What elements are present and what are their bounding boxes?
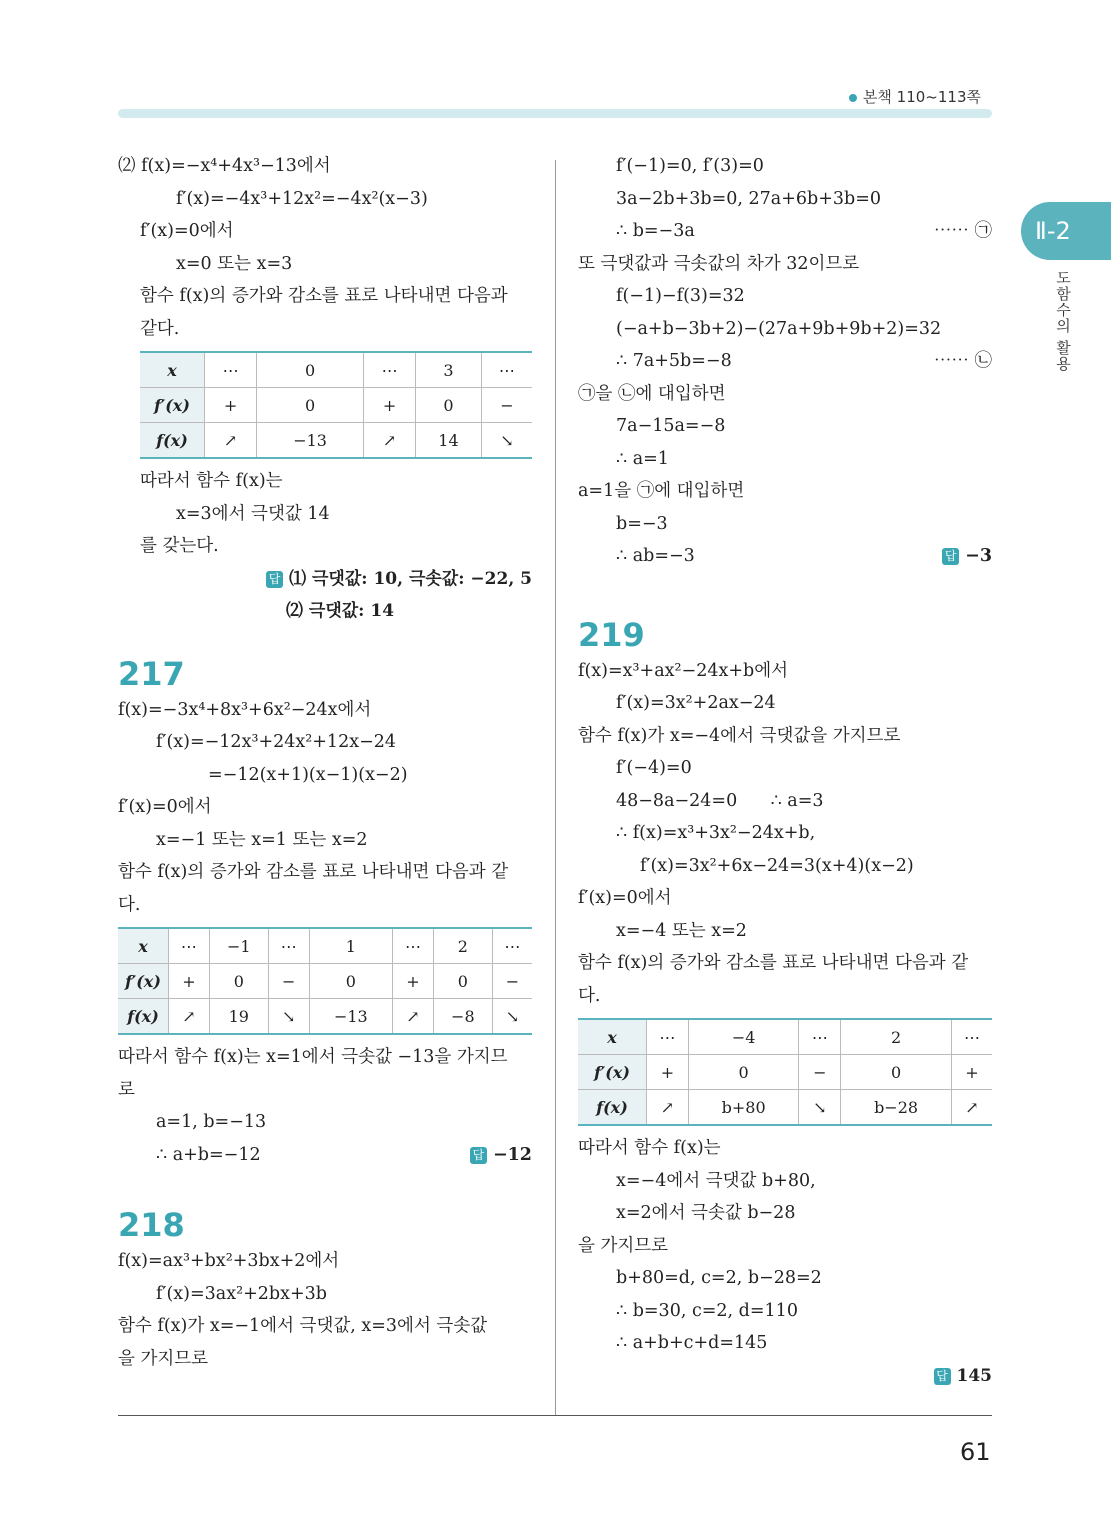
line: 따라서 함수 f(x)는 xyxy=(140,471,283,491)
left-column xyxy=(118,150,532,1375)
table-cell: 14 xyxy=(416,423,482,459)
table-cell: ↗ xyxy=(205,423,257,459)
table-cell: ⋯ xyxy=(481,352,532,388)
header-bar xyxy=(118,109,992,118)
table-cell: 0 xyxy=(433,964,492,999)
problem-number-219: 219 xyxy=(578,615,645,654)
line: 함수 f(x)의 증가와 감소를 표로 나타내면 다음과 같 xyxy=(578,953,969,973)
table-cell: x xyxy=(118,928,169,964)
line: f′(−4)=0 xyxy=(616,758,692,778)
line: 따라서 함수 f(x)는 xyxy=(578,1138,721,1158)
line: x=2에서 극솟값 b−28 xyxy=(616,1203,796,1223)
column-divider xyxy=(555,160,556,1415)
problem-number-218: 218 xyxy=(118,1206,185,1244)
table-cell: 2 xyxy=(433,928,492,964)
table-cell: f(x) xyxy=(578,1090,647,1126)
table-cell: −4 xyxy=(688,1019,799,1055)
bullet-dot-icon xyxy=(849,94,857,102)
line: b+80=d, c=2, b−28=2 xyxy=(616,1268,822,1288)
line: b=−3 xyxy=(616,513,668,534)
line: ∴ 7a+5b=−8 ⋯⋯ ㉡ xyxy=(578,345,992,378)
table-cell: − xyxy=(799,1055,841,1090)
table-cell: f′(x) xyxy=(578,1055,647,1090)
variation-table-219 xyxy=(578,1018,992,1126)
table-cell: ⋯ xyxy=(393,928,434,964)
table-cell: ⋯ xyxy=(363,352,415,388)
table-cell: f′(x) xyxy=(140,388,205,423)
line: x=−4 또는 x=2 xyxy=(616,920,747,941)
line: 3a−2b+3b=0, 27a+6b+3b=0 xyxy=(616,188,881,209)
answer-badge: 답 xyxy=(934,1368,951,1385)
table-cell: 0 xyxy=(841,1055,952,1090)
line: ∴ a+b=−12 답 −12 xyxy=(118,1139,532,1172)
right-column xyxy=(578,150,992,1392)
table-cell: b−28 xyxy=(841,1090,952,1126)
answer-badge: 답 xyxy=(942,548,959,565)
line: 를 갖는다. xyxy=(140,536,219,556)
line: f(x)=−3x⁴+8x³+6x²−24x에서 xyxy=(118,699,372,720)
equation-marker: ⋯⋯ ㉠ xyxy=(933,221,992,241)
line: 을 가지므로 xyxy=(578,1235,669,1256)
table-cell: 2 xyxy=(841,1019,952,1055)
answer: 답 ⑴ 극댓값: 10, 극솟값: −22, 5 xyxy=(118,563,532,596)
line: 따라서 함수 f(x)는 x=1에서 극솟값 −13을 가지므 xyxy=(118,1047,508,1067)
table-cell: 0 xyxy=(416,388,482,423)
table-cell: −13 xyxy=(309,999,392,1035)
table-cell: + xyxy=(393,964,434,999)
table-cell: 19 xyxy=(209,999,268,1035)
header-page-reference: 본책 110~113쪽 xyxy=(849,86,981,107)
line: f′(x)=3x²+2ax−24 xyxy=(616,693,776,713)
table-cell: f(x) xyxy=(140,423,205,459)
table-cell: + xyxy=(951,1055,992,1090)
table-cell: ↘ xyxy=(799,1090,841,1126)
line: f(x)=x³+ax²−24x+b에서 xyxy=(578,660,789,681)
table-cell: ↗ xyxy=(647,1090,689,1126)
table-cell: ⋯ xyxy=(205,352,257,388)
line: ∴ ab=−3 답 −3 xyxy=(578,540,992,573)
line: f′(x)=0에서 xyxy=(118,797,212,817)
line: a=1을 ㉠에 대입하면 xyxy=(578,481,745,501)
line: f(−1)−f(3)=32 xyxy=(616,286,745,306)
line: f′(x)=−4x³+12x²=−4x²(x−3) xyxy=(176,188,428,209)
line: 같다. xyxy=(140,318,180,339)
table-cell: x xyxy=(578,1019,647,1055)
table-cell: 0 xyxy=(688,1055,799,1090)
table-cell: f′(x) xyxy=(118,964,169,999)
line: f(x)=ax³+bx²+3bx+2에서 xyxy=(118,1251,340,1271)
line: ∴ a+b+c+d=145 xyxy=(616,1333,768,1353)
answer: 답 −3 xyxy=(942,540,992,573)
line: f′(−1)=0, f′(3)=0 xyxy=(616,156,764,176)
table-cell: − xyxy=(268,964,309,999)
table-cell: ⋯ xyxy=(799,1019,841,1055)
table-cell: ⋯ xyxy=(268,928,309,964)
line: x=0 또는 x=3 xyxy=(176,253,293,274)
answer: 답 −12 xyxy=(470,1139,532,1172)
line: f′(x)=3ax²+2bx+3b xyxy=(156,1283,327,1304)
line: ∴ b=30, c=2, d=110 xyxy=(616,1300,798,1321)
line: x=−4에서 극댓값 b+80, xyxy=(616,1170,816,1191)
line: f′(x)=−12x³+24x²+12x−24 xyxy=(156,732,397,752)
answer: ⑵ 극댓값: 14 xyxy=(286,601,395,621)
table-cell: 0 xyxy=(209,964,268,999)
table-cell: 3 xyxy=(416,352,482,388)
table-cell: 0 xyxy=(309,964,392,999)
table-cell: ↘ xyxy=(492,999,532,1035)
footer-line xyxy=(118,1415,992,1416)
table-cell: f(x) xyxy=(118,999,169,1035)
line: 을 가지므로 xyxy=(118,1348,209,1369)
table-cell: ⋯ xyxy=(647,1019,689,1055)
equation-marker: ⋯⋯ ㉡ xyxy=(933,351,992,371)
table-cell: 0 xyxy=(257,388,364,423)
line: 다. xyxy=(578,985,601,1006)
line: 48−8a−24=0 ∴ a=3 xyxy=(616,790,824,811)
table-cell: −1 xyxy=(209,928,268,964)
line: ㉠을 ㉡에 대입하면 xyxy=(578,383,726,404)
line: 또 극댓값과 극솟값의 차가 32이므로 xyxy=(578,253,860,274)
answer-badge: 답 xyxy=(470,1147,487,1164)
table-cell: ↘ xyxy=(481,423,532,459)
line: 다. xyxy=(118,894,141,915)
table-cell: ⋯ xyxy=(169,928,210,964)
line: 함수 f(x)가 x=−1에서 극댓값, x=3에서 극솟값 xyxy=(118,1316,488,1336)
line: 7a−15a=−8 xyxy=(616,416,726,436)
chapter-title: 도함수의 활용 xyxy=(1054,270,1072,372)
table-cell: + xyxy=(205,388,257,423)
line: =−12(x+1)(x−1)(x−2) xyxy=(208,764,408,785)
variation-table-217 xyxy=(118,927,532,1035)
line: (−a+b−3b+2)−(27a+9b+9b+2)=32 xyxy=(616,318,942,339)
table-cell: ⋯ xyxy=(492,928,532,964)
line: ⑵ f(x)=−x⁴+4x³−13에서 xyxy=(118,156,331,176)
table-cell: x xyxy=(140,352,205,388)
line: x=−1 또는 x=1 또는 x=2 xyxy=(156,829,368,850)
line: f′(x)=0에서 xyxy=(140,221,234,241)
problem-number-217: 217 xyxy=(118,654,185,693)
table-cell: ↗ xyxy=(169,999,210,1035)
line: ∴ f(x)=x³+3x²−24x+b, xyxy=(616,823,816,843)
page-number: 61 xyxy=(960,1438,991,1466)
line: x=3에서 극댓값 14 xyxy=(176,503,330,524)
table-cell: ↗ xyxy=(393,999,434,1035)
answer-badge: 답 xyxy=(266,571,283,588)
table-cell: ↗ xyxy=(363,423,415,459)
table-cell: b+80 xyxy=(688,1090,799,1126)
table-cell: 0 xyxy=(257,352,364,388)
line: 함수 f(x)의 증가와 감소를 표로 나타내면 다음과 xyxy=(140,286,508,306)
answer: 답 145 xyxy=(578,1360,992,1393)
table-cell: + xyxy=(169,964,210,999)
table-cell: 1 xyxy=(309,928,392,964)
table-cell: − xyxy=(481,388,532,423)
table-cell: −13 xyxy=(257,423,364,459)
line: 함수 f(x)의 증가와 감소를 표로 나타내면 다음과 같 xyxy=(118,862,509,882)
table-cell: − xyxy=(492,964,532,999)
table-cell: ⋯ xyxy=(951,1019,992,1055)
line: 로 xyxy=(118,1079,135,1100)
line: ∴ a=1 xyxy=(616,448,669,469)
table-cell: −8 xyxy=(433,999,492,1035)
table-cell: ↘ xyxy=(268,999,309,1035)
table-cell: ↗ xyxy=(951,1090,992,1126)
line: f′(x)=0에서 xyxy=(578,888,672,908)
variation-table-1 xyxy=(140,351,532,459)
line: a=1, b=−13 xyxy=(156,1112,267,1132)
chapter-tab: Ⅱ-2 xyxy=(1021,202,1111,260)
line: 함수 f(x)가 x=−4에서 극댓값을 가지므로 xyxy=(578,725,901,746)
table-cell: + xyxy=(647,1055,689,1090)
line: ∴ b=−3a ⋯⋯ ㉠ xyxy=(578,215,992,248)
line: f′(x)=3x²+6x−24=3(x+4)(x−2) xyxy=(640,855,914,876)
table-cell: + xyxy=(363,388,415,423)
